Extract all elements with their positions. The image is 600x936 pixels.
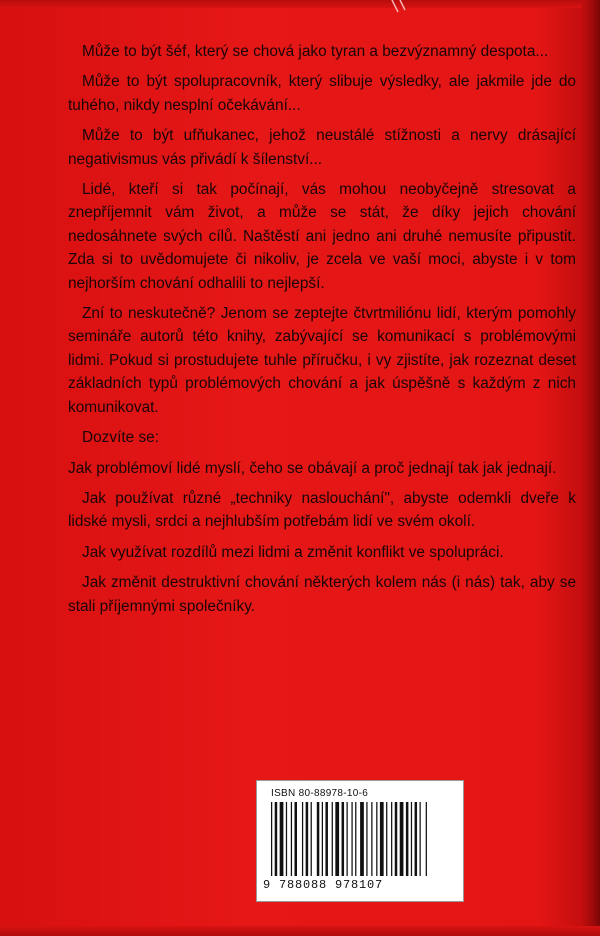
- barcode-bar: [335, 802, 339, 876]
- cover-bottom-edge: [0, 926, 600, 936]
- barcode-bar: [355, 802, 356, 876]
- barcode-bar: [366, 802, 367, 876]
- blurb-paragraph: Lidé, kteří si tak počínají, vás mohou neobyčejně stresovat a znepříjemnit vám život, a může se stát, že díky jejich chování nedosáhnete svých cílů. Naštěstí ani jedno ani druhé nemusíte připustit. Zda si to uvědomujete či nikoliv, je zcela ve vaší moci, abyste i v tom nejhorším chování odhalili to nejlepší.: [68, 181, 576, 292]
- blurb-paragraph: Může to být šéf, který se chová jako tyran a bezvýznamný despota...: [82, 43, 549, 60]
- blurb-list-item: Jak problémoví lidé myslí, čeho se obávají a proč jednají tak jak jednají.: [68, 459, 557, 477]
- blurb-heading: Dozvíte se:: [82, 429, 159, 447]
- blurb-paragraph: Může to být spolupracovník, který slibuje výsledky, ale jakmile jde do tuhého, nikdy nesplní očekávání...: [68, 73, 576, 114]
- blurb-list-item: Jak používat různé „techniky naslouchání", abyste odemkli dveře k lidské mysli, srdci a nejhlubším potřebám lidí ve svém okolí.: [68, 489, 576, 531]
- barcode-bar: [426, 802, 427, 876]
- barcode-bar: [380, 802, 384, 876]
- barcode-bar: [280, 802, 284, 876]
- blurb-list-item: Jak změnit destruktivní chování některých kolem nás (i nás) tak, aby se stali příjemnými společníky.: [68, 574, 576, 615]
- barcode-bar: [302, 802, 303, 876]
- barcode-bar: [322, 802, 323, 876]
- barcode-bar: [400, 802, 404, 876]
- barcode-bar: [295, 802, 298, 876]
- blurb-paragraph: Může to být ufňukanec, jehož neustálé stížnosti a nervy drásající negativismus vás přivádí k šílenství...: [68, 127, 576, 168]
- barcode-bar: [360, 802, 364, 876]
- barcode-bar: [420, 802, 421, 876]
- barcode-bar: [415, 802, 418, 876]
- barcode-bar: [391, 802, 392, 876]
- scratch-mark: [388, 0, 418, 14]
- cover-spine-edge: [582, 0, 600, 936]
- barcode-bar: [306, 802, 309, 876]
- blurb-paragraph: Zní to neskutečně? Jenom se zeptejte čtvrtmiliónu lidí, kterým pomohly semináře autorů této knihy, zabývající se komunikací s problémovými lidmi. Pokud si prostudujete tuhle příručku, i vy zjistíte, jak rozeznat deset základních typů problémových chování a jak úspěšně s každým z nich komunikovat.: [68, 305, 576, 416]
- barcode-bar: [347, 802, 348, 876]
- barcode-bar: [325, 802, 328, 876]
- barcode-bar: [271, 802, 272, 876]
- barcode-bar: [286, 802, 287, 876]
- barcode-bar: [376, 802, 377, 876]
- barcode-bar: [291, 802, 292, 876]
- barcode-bar: [411, 802, 412, 876]
- barcode-bar: [406, 802, 409, 876]
- blurb-text: [68, 40, 576, 625]
- barcode-bar: [395, 802, 398, 876]
- cover-top-edge: [0, 0, 600, 8]
- barcode-bar: [351, 802, 352, 876]
- barcode-bar: [317, 802, 320, 876]
- barcode-bar: [342, 802, 345, 876]
- isbn-text: ISBN 80-88978-10-6: [271, 788, 369, 799]
- barcode-bar: [311, 802, 312, 876]
- barcode-bar: [332, 802, 333, 876]
- barcode-bar: [386, 802, 387, 876]
- barcode-bars: [271, 802, 449, 876]
- barcode-bar: [371, 802, 372, 876]
- barcode-bar: [275, 802, 278, 876]
- barcode-label: [256, 780, 464, 902]
- ean-digits: 9 788088 978107: [263, 878, 384, 892]
- blurb-list-item: Jak využívat rozdílů mezi lidmi a změnit konflikt ve spolupráci.: [82, 543, 504, 561]
